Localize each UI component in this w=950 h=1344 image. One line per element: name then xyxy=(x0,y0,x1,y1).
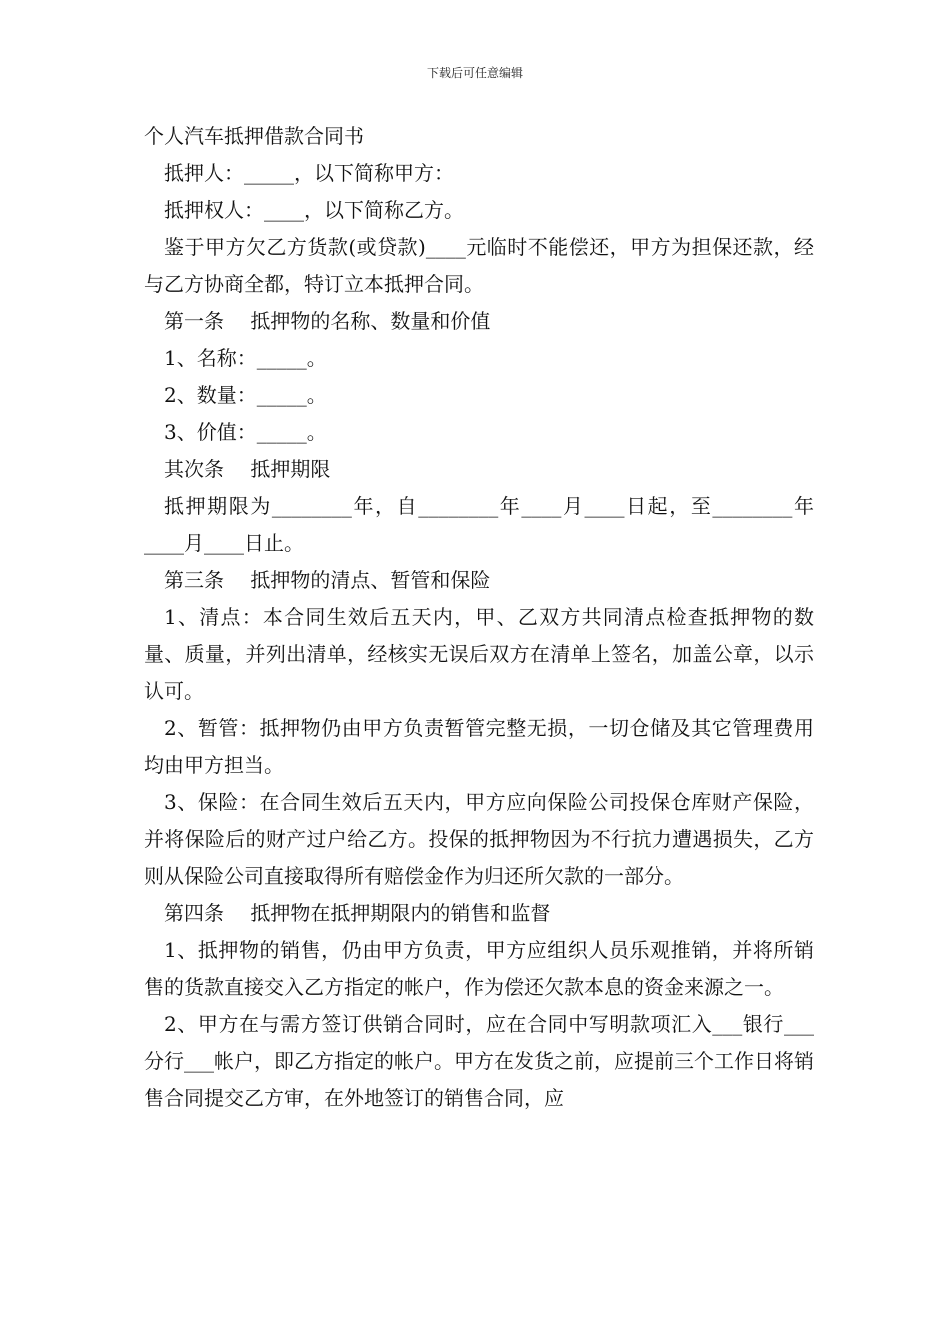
document-body xyxy=(144,118,814,1117)
article-1-item: 1、名称：_____。 xyxy=(164,346,327,370)
article-4-heading: 第四条 抵押物在抵押期限内的销售和监督 xyxy=(164,901,551,925)
article-3-heading: 第三条 抵押物的清点、暂管和保险 xyxy=(164,568,491,592)
article-2-heading: 其次条 抵押期限 xyxy=(164,457,331,481)
article-3-item: 1、清点：本合同生效后五天内，甲、乙双方共同清点检查抵押物的数量、质量，并列出清单，经核实无误后双方在清单上签名，加盖公章，以示认可。 xyxy=(144,605,814,703)
article-2-paragraph: 抵押期限为________年，自________年____月____日起，至________年____月____日止。 xyxy=(144,494,814,555)
article-3-item: 2、暂管：抵押物仍由甲方负责暂管完整无损，一切仓储及其它管理费用均由甲方担当。 xyxy=(144,716,814,777)
article-1-heading: 第一条 抵押物的名称、数量和价值 xyxy=(164,309,491,333)
document-title: 个人汽车抵押借款合同书 xyxy=(144,124,364,148)
article-4-item: 2、甲方在与需方签订供销合同时，应在合同中写明款项汇入___银行___分行___帐户，即乙方指定的帐户。甲方在发货之前，应提前三个工作日将销售合同提交乙方审，在外地签订的销售合同，应 xyxy=(144,1012,814,1110)
preamble-paragraph: 鉴于甲方欠乙方货款(或贷款)____元临时不能偿还，甲方为担保还款，经与乙方协商全都，特订立本抵押合同。 xyxy=(144,235,814,296)
article-3-item: 3、保险：在合同生效后五天内，甲方应向保险公司投保仓库财产保险，并将保险后的财产过户给乙方。投保的抵押物因为不行抗力遭遇损失，乙方则从保险公司直接取得所有赔偿金作为归还所欠款的一部分。 xyxy=(144,790,814,888)
article-1-item: 3、价值：_____。 xyxy=(164,420,327,444)
mortgagee-line: 抵押权人：____，以下简称乙方。 xyxy=(164,198,464,222)
article-1-item: 2、数量：_____。 xyxy=(164,383,327,407)
article-4-item: 1、抵押物的销售，仍由甲方负责，甲方应组织人员乐观推销，并将所销售的货款直接交入乙方指定的帐户，作为偿还欠款本息的资金来源之一。 xyxy=(144,938,814,999)
mortgagor-line: 抵押人：_____，以下简称甲方： xyxy=(164,161,454,185)
header-note: 下载后可任意编辑 xyxy=(426,66,523,80)
